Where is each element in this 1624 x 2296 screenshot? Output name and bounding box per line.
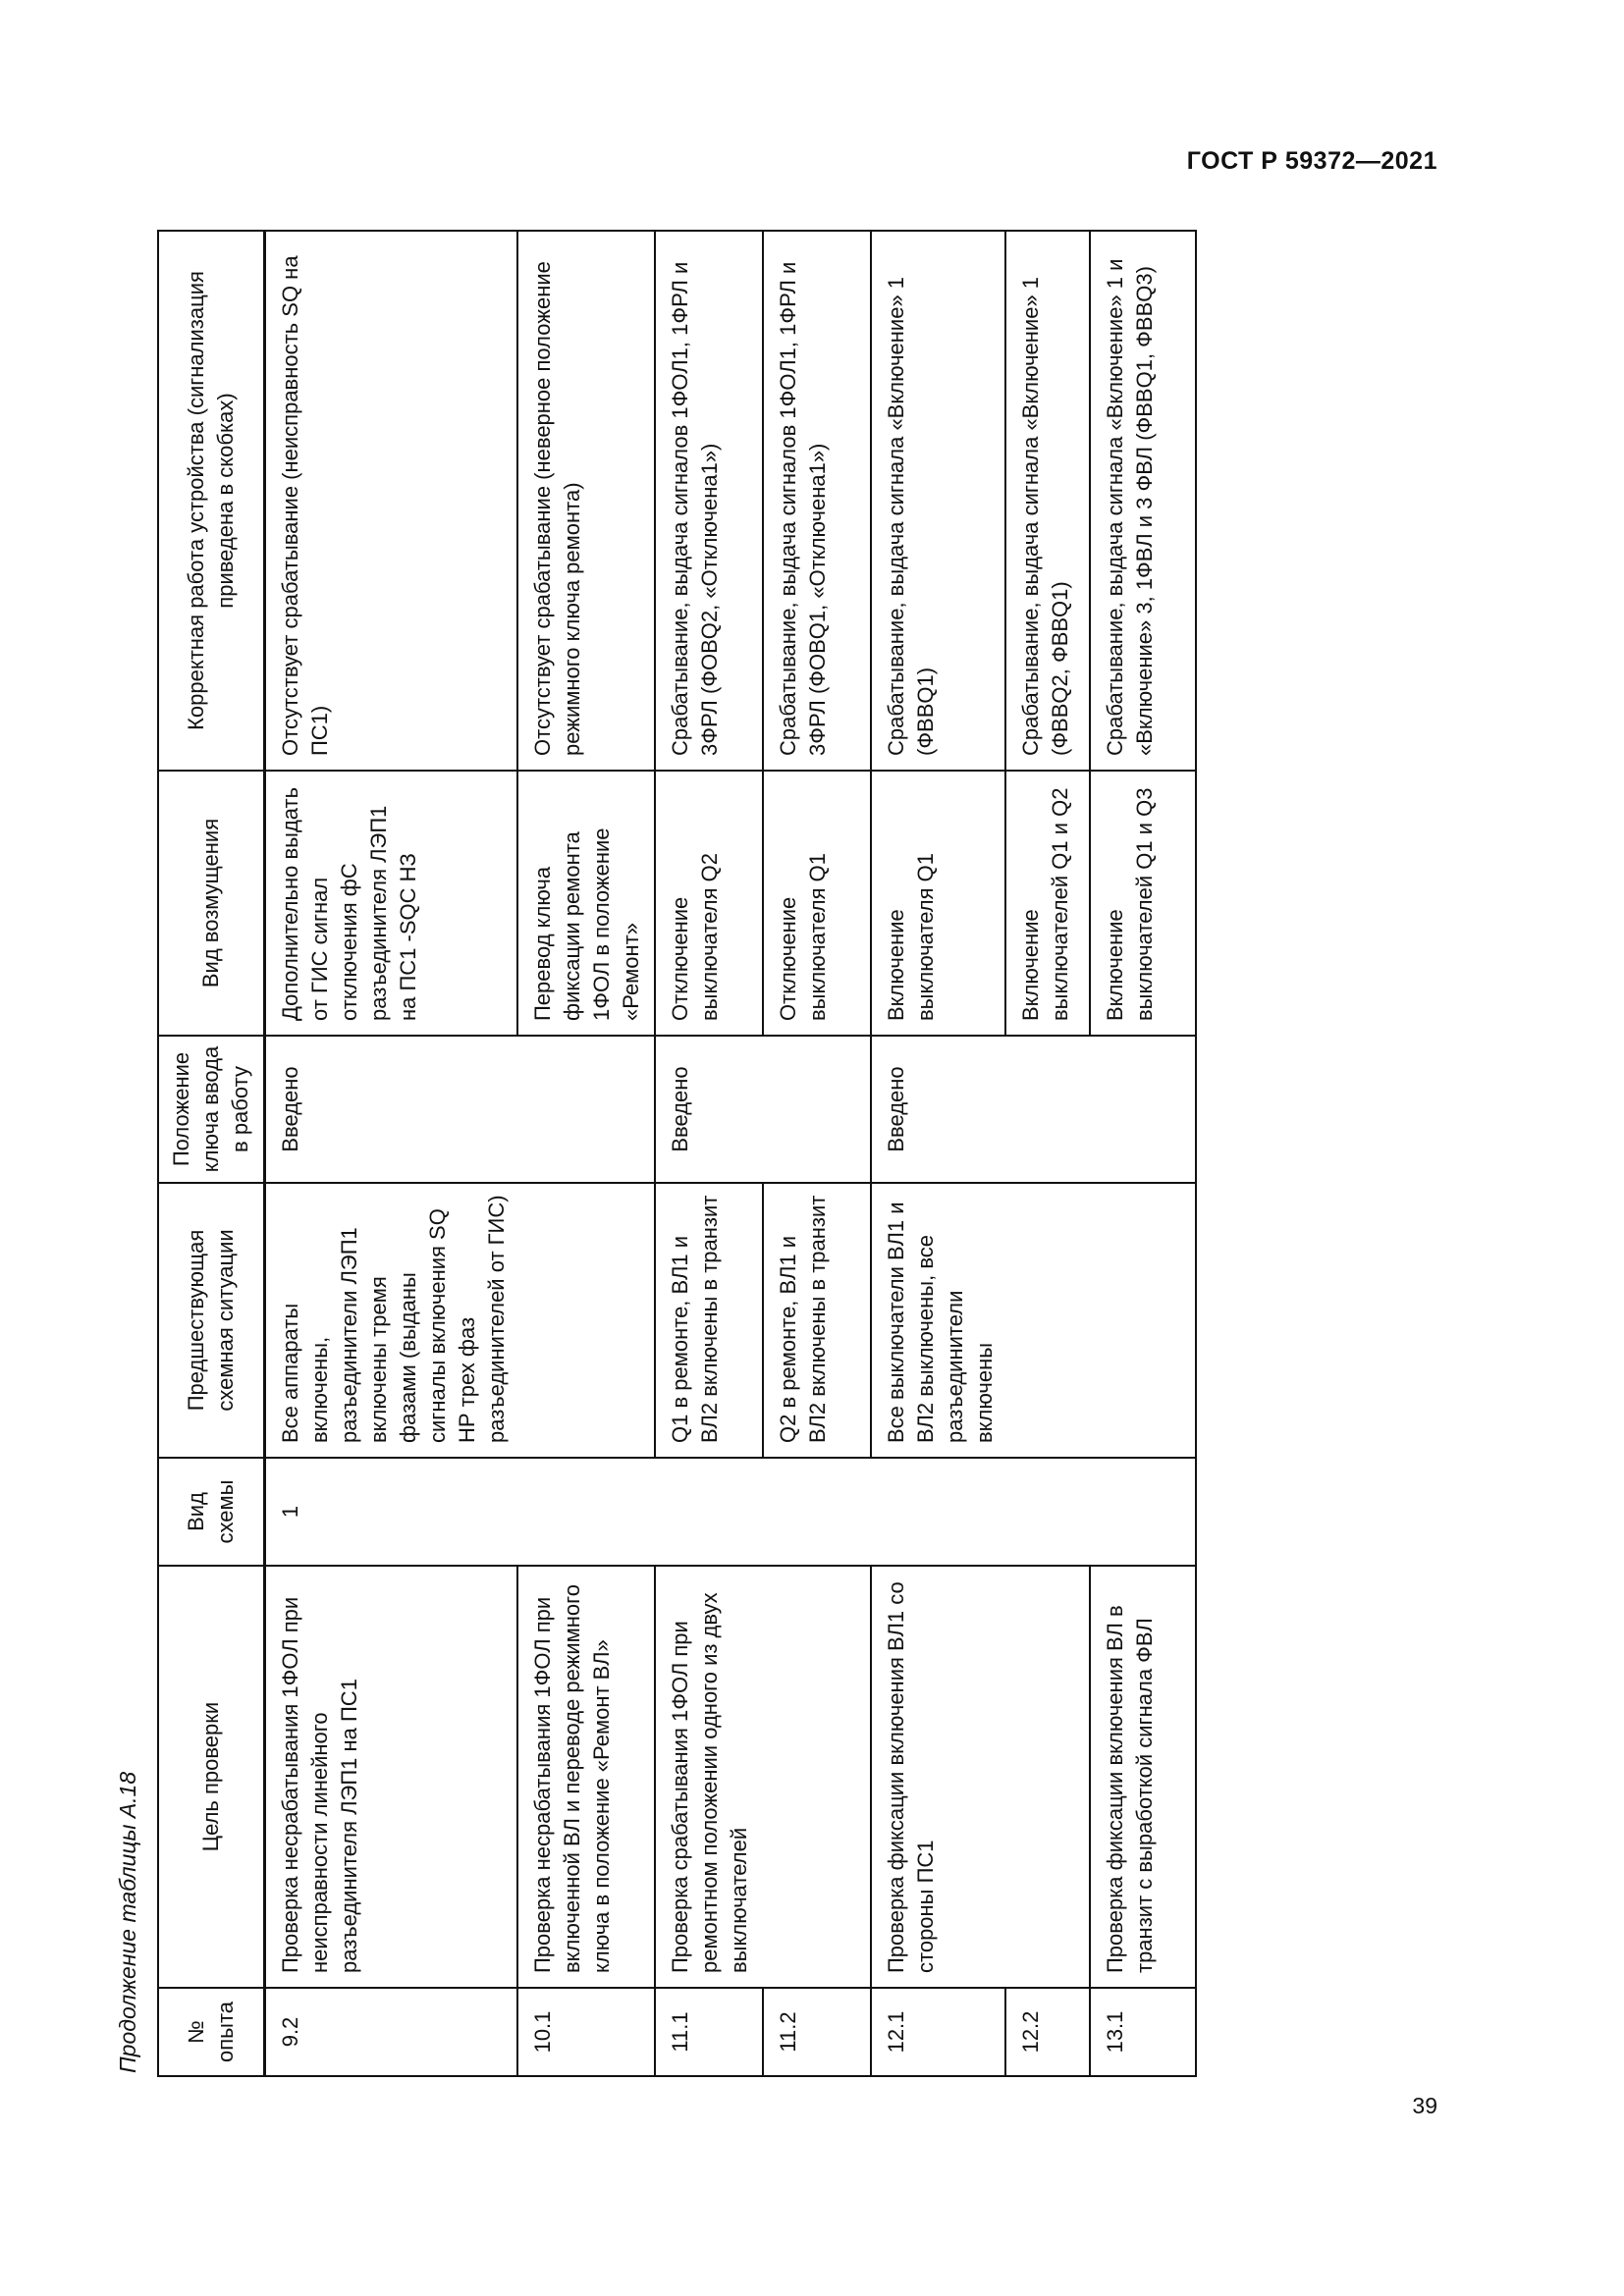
cell-previous-situation-continued bbox=[1090, 1183, 1196, 1458]
cell-previous-situation: Все выключатели ВЛ1 и ВЛ2 выключены, все разъединители включены bbox=[871, 1183, 1005, 1458]
cell-scheme-type-empty bbox=[517, 1458, 655, 1566]
cell-goal-continued bbox=[1005, 1566, 1090, 1988]
cell-correct-operation: Срабатывание, выдача сигнала «Включение» 1 (ФВВQ1) bbox=[871, 231, 1005, 771]
column-header-disturbance: Вид возмущения bbox=[158, 771, 265, 1036]
cell-correct-operation: Срабатывание, выдача сигнала «Включение» 1 и «Включение» 3, 1ФВЛ и 3 ФВЛ (ФВВQ1, ФВВQ3) bbox=[1090, 231, 1196, 771]
cell-scheme-type-empty bbox=[871, 1458, 1005, 1566]
rotated-table-frame bbox=[108, 232, 1157, 2077]
cell-correct-operation: Срабатывание, выдача сигнала «Включение» 1 (ФВВQ2, ФВВQ1) bbox=[1005, 231, 1090, 771]
cell-previous-situation: Q2 в ремонте, ВЛ1 и ВЛ2 включены в транзит bbox=[763, 1183, 871, 1458]
cell-test-number: 12.2 bbox=[1005, 1988, 1090, 2076]
document-standard-header: ГОСТ Р 59372—2021 bbox=[1186, 147, 1437, 175]
cell-disturbance: Включение выключателей Q1 и Q3 bbox=[1090, 771, 1196, 1036]
cell-goal: Проверка несрабатывания 1ФОЛ при включенной ВЛ и переводе режимного ключа в положение «Ремонт ВЛ» bbox=[517, 1566, 655, 1988]
cell-previous-situation-continued bbox=[1005, 1183, 1090, 1458]
cell-key-position-continued bbox=[1005, 1036, 1090, 1183]
column-header-correct-operation: Корректная работа устройства (сигнализация приведена в скобках) bbox=[158, 231, 265, 771]
cell-correct-operation: Отсутствует срабатывание (неисправность SQ на ПС1) bbox=[265, 231, 518, 771]
cell-goal-continued bbox=[763, 1566, 871, 1988]
cell-scheme-type-empty bbox=[763, 1458, 871, 1566]
page-number: 39 bbox=[1412, 2093, 1437, 2118]
cell-key-position: Введено bbox=[655, 1036, 763, 1183]
cell-disturbance: Дополнительно выдать от ГИС сигнал отключения фС разъединителя ЛЭП1 на ПС1 -SQC НЗ bbox=[265, 771, 518, 1036]
cell-correct-operation: Срабатывание, выдача сигналов 1ФОЛ1, 1ФРЛ и 3ФРЛ (ФОВQ1, «Отключена1») bbox=[763, 231, 871, 771]
table-row bbox=[1090, 231, 1196, 2076]
cell-goal: Проверка фиксации включения ВЛ1 со стороны ПС1 bbox=[871, 1566, 1005, 1988]
cell-test-number: 10.1 bbox=[517, 1988, 655, 2076]
cell-scheme-type-empty bbox=[1090, 1458, 1196, 1566]
cell-previous-situation: Q1 в ремонте, ВЛ1 и ВЛ2 включены в транзит bbox=[655, 1183, 763, 1458]
cell-scheme-type-empty bbox=[1005, 1458, 1090, 1566]
cell-key-position-continued bbox=[763, 1036, 871, 1183]
cell-test-number: 13.1 bbox=[1090, 1988, 1196, 2076]
table-row bbox=[1005, 231, 1090, 2076]
cell-goal: Проверка несрабатывания 1ФОЛ при неисправности линейного разъединителя ЛЭП1 на ПС1 bbox=[265, 1566, 518, 1988]
table-row bbox=[763, 231, 871, 2076]
cell-disturbance: Перевод ключа фиксации ремонта 1ФОЛ в положение «Ремонт» bbox=[517, 771, 655, 1036]
cell-previous-situation-continued bbox=[517, 1183, 655, 1458]
cell-scheme-type-empty bbox=[655, 1458, 763, 1566]
column-header-test-number: № опыта bbox=[158, 1988, 265, 2076]
cell-scheme-type: 1 bbox=[265, 1458, 518, 1566]
table-row bbox=[517, 231, 655, 2076]
cell-key-position: Введено bbox=[265, 1036, 518, 1183]
cell-key-position-continued bbox=[1090, 1036, 1196, 1183]
column-header-goal: Цель проверки bbox=[158, 1566, 265, 1988]
cell-disturbance: Включение выключателя Q1 bbox=[871, 771, 1005, 1036]
cell-key-position-continued bbox=[517, 1036, 655, 1183]
cell-disturbance: Включение выключателей Q1 и Q2 bbox=[1005, 771, 1090, 1036]
column-header-previous-situation: Предшествующая схемная ситуации bbox=[158, 1183, 265, 1458]
test-table bbox=[157, 230, 1197, 2077]
cell-test-number: 11.2 bbox=[763, 1988, 871, 2076]
table-row bbox=[871, 231, 1005, 2076]
table-header bbox=[158, 231, 265, 2076]
cell-disturbance: Отключение выключателя Q2 bbox=[655, 771, 763, 1036]
table-row bbox=[655, 231, 763, 2076]
column-header-scheme-type: Вид схемы bbox=[158, 1458, 265, 1566]
cell-goal: Проверка срабатывания 1ФОЛ при ремонтном положении одного из двух выключателей bbox=[655, 1566, 763, 1988]
cell-key-position: Введено bbox=[871, 1036, 1005, 1183]
column-header-key-position: Положение ключа ввода в работу bbox=[158, 1036, 265, 1183]
cell-previous-situation: Все аппараты включены, разъединители ЛЭП1 включены тремя фазами (выданы сигналы включения SQ НР трех фаз разъединителей от ГИС) bbox=[265, 1183, 518, 1458]
cell-correct-operation: Отсутствует срабатывание (неверное положение режимного ключа ремонта) bbox=[517, 231, 655, 771]
cell-disturbance: Отключение выключателя Q1 bbox=[763, 771, 871, 1036]
cell-goal: Проверка фиксации включения ВЛ в транзит с выработкой сигнала ФВЛ bbox=[1090, 1566, 1196, 1988]
cell-test-number: 9.2 bbox=[265, 1988, 518, 2076]
table-row bbox=[265, 231, 518, 2076]
cell-test-number: 11.1 bbox=[655, 1988, 763, 2076]
cell-correct-operation: Срабатывание, выдача сигналов 1ФОЛ1, 1ФРЛ и 3ФРЛ (ФОВQ2, «Отключена1») bbox=[655, 231, 763, 771]
cell-test-number: 12.1 bbox=[871, 1988, 1005, 2076]
table-caption: Продолжение таблицы А.18 bbox=[115, 1771, 140, 2073]
